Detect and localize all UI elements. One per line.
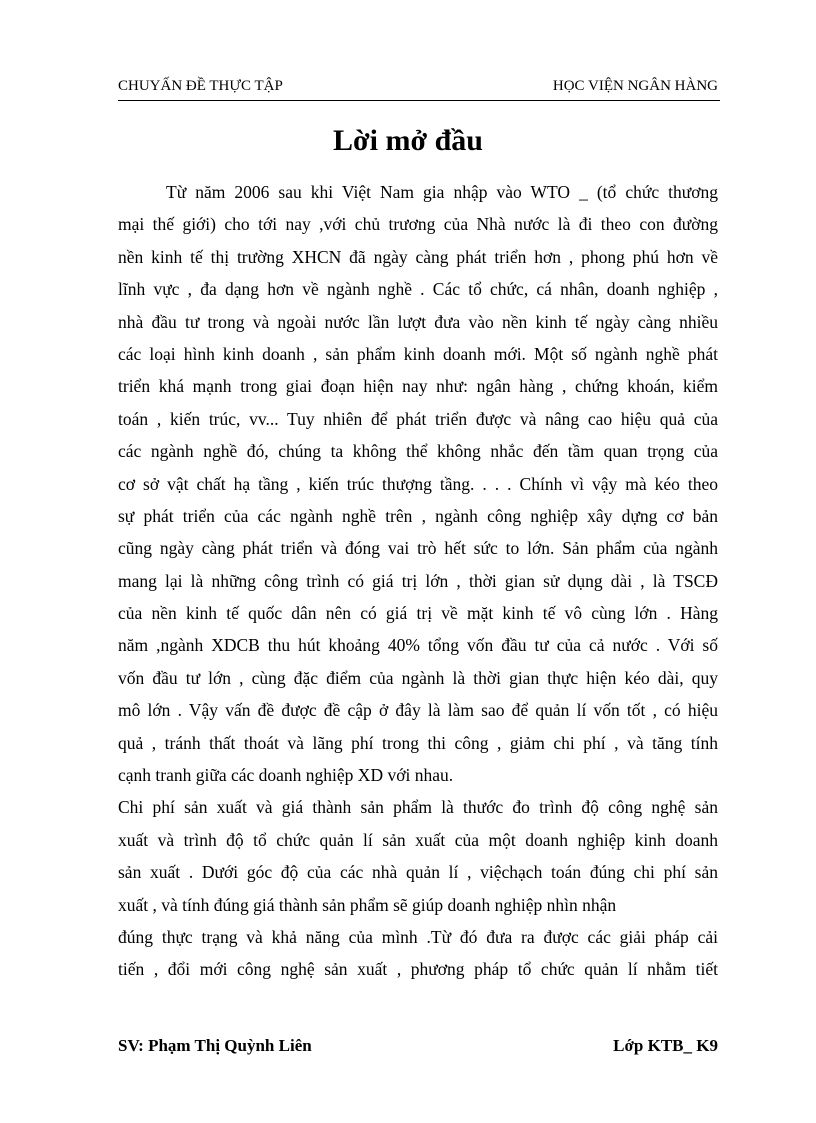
text-line: năm ,ngành XDCB thu hút khoảng 40% tổng vốn đầu tư của cả nước . Với số xyxy=(118,635,718,656)
text-line: mang lại là những công trình có giá trị lớn , thời gian sử dụng dài , là TSCĐ xyxy=(118,570,718,591)
header-right: HỌC VIỆN NGÂN HÀNG xyxy=(552,78,718,94)
page-header xyxy=(118,76,720,101)
text-line: toán , kiến trúc, vv... Tuy nhiên để phát triển được và nâng cao hiệu quả của xyxy=(118,408,718,429)
text-line: sự phát triển của các ngành nghề trên , ngành công nghiệp xây dựng cơ bản xyxy=(118,505,718,526)
text-line: các ngành nghề đó, chúng ta không thể không nhắc đến tầm quan trọng của xyxy=(118,441,718,462)
text-line: xuất và trình độ tổ chức quản lí sản xuất của một doanh nghiệp kinh doanh xyxy=(118,829,718,850)
footer-student: SV: Phạm Thị Quỳnh Liên xyxy=(118,1036,312,1055)
text-line: các loại hình kinh doanh , sản phẩm kinh doanh mới. Một số ngành nghề phát xyxy=(118,343,718,364)
text-line: vốn đầu tư lớn , cùng đặc điểm của ngành là thời gian thực hiện kéo dài, quy xyxy=(118,667,718,688)
body-text xyxy=(118,176,718,986)
header-left: CHUYẤN ĐỀ THỰC TẬP xyxy=(118,78,283,94)
text-line: triển khá mạnh trong giai đoạn hiện nay như: ngân hàng , chứng khoán, kiểm xyxy=(118,376,718,397)
footer-class: Lớp KTB_ K9 xyxy=(613,1036,718,1055)
text-line: tiến , đổi mới công nghệ sản xuất , phương pháp tổ chức quản lí nhằm tiết xyxy=(118,959,718,980)
text-line: cũng ngày càng phát triển và đóng vai trò hết sức to lớn. Sản phẩm của ngành xyxy=(118,538,718,559)
text-line: của nền kinh tế quốc dân nên có giá trị về mặt kinh tế vô cùng lớn . Hàng xyxy=(118,603,718,624)
text-line: nhà đầu tư trong và ngoài nước lần lượt đưa vào nền kinh tế ngày càng nhiều xyxy=(118,311,718,332)
text-line: đúng thực trạng và khả năng của mình .Từ đó đưa ra được các giải pháp cải xyxy=(118,926,718,947)
text-line: mại thế giới) cho tới nay ,với chủ trương của Nhà nước là đi theo con đường xyxy=(118,214,718,235)
text-line: lĩnh vực , đa dạng hơn về ngành nghề . Các tổ chức, cá nhân, doanh nghiệp , xyxy=(118,279,718,300)
text-line: Từ năm 2006 sau khi Việt Nam gia nhập vào WTO _ (tổ chức thương xyxy=(166,182,718,202)
text-line: sản xuất . Dưới góc độ của các nhà quản lí , việchạch toán đúng chi phí sản xyxy=(118,862,718,883)
text-line: Chi phí sản xuất và giá thành sản phẩm là thước đo trình độ công nghệ sản xyxy=(118,797,718,818)
text-line: xuất , và tính đúng giá thành sản phẩm sẽ giúp doanh nghiệp nhìn nhận xyxy=(118,894,617,915)
text-line: cơ sở vật chất hạ tầng , kiến trúc thượng tầng. . . . Chính vì vậy mà kéo theo xyxy=(118,473,718,494)
text-line: cạnh tranh giữa các doanh nghiệp XD với nhau. xyxy=(118,765,454,786)
page-title: Lời mở đầu xyxy=(333,124,483,157)
text-line: quả , tránh thất thoát và lãng phí trong thi công , giảm chi phí , và tăng tính xyxy=(118,732,718,753)
text-line: mô lớn . Vậy vấn đề được đề cập ở đây là làm sao để quản lí vốn tốt , có hiệu xyxy=(118,700,718,721)
text-line: nền kinh tế thị trường XHCN đã ngày càng phát triển hơn , phong phú hơn về xyxy=(118,246,718,267)
